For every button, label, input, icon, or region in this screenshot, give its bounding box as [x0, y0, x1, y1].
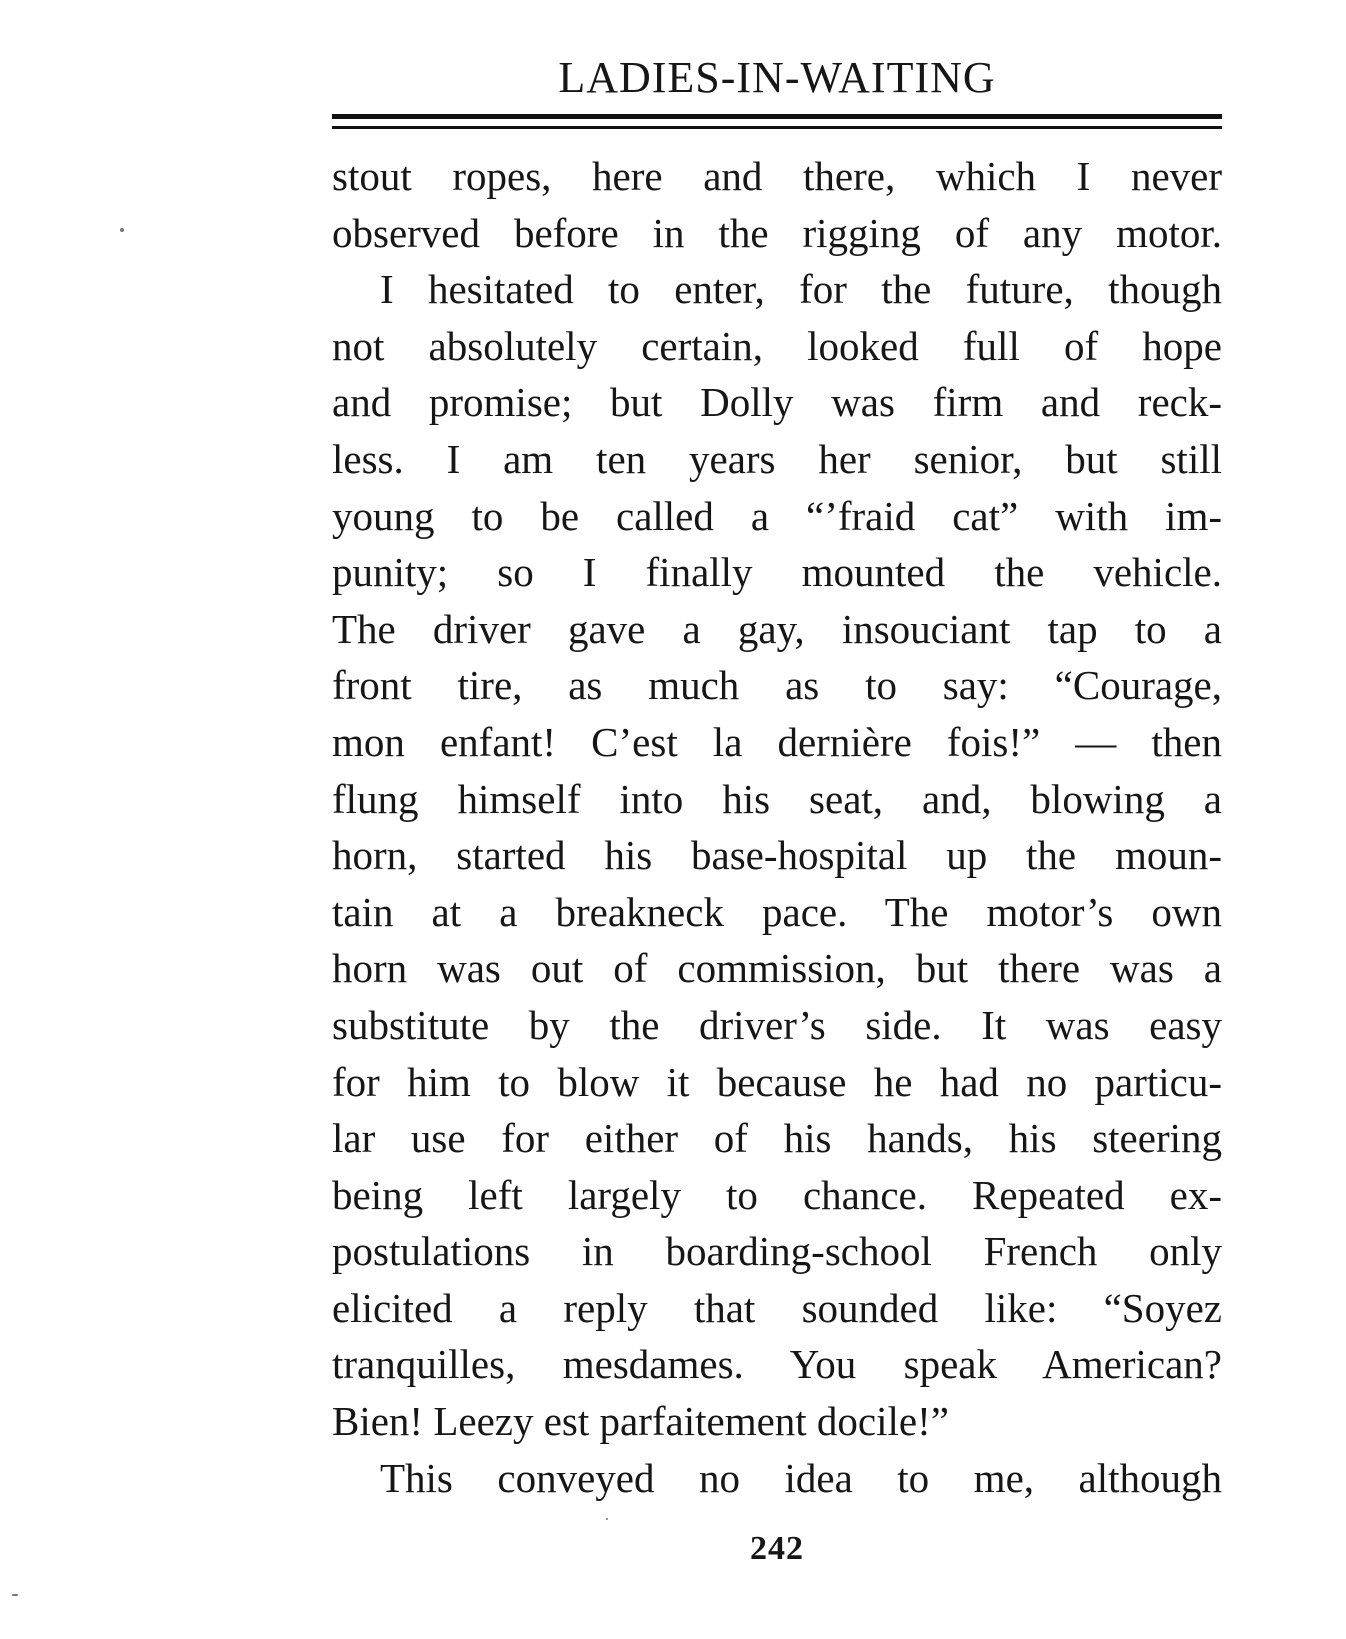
- text-line: tranquilles, mesdames. You speak American?: [332, 1341, 1222, 1388]
- text-line: substitute by the driver’s side. It was easy: [332, 1001, 1222, 1048]
- header-rule-thick: [332, 114, 1222, 119]
- scan-speck: [12, 1594, 18, 1596]
- text-line: observed before in the rigging of any motor.: [332, 209, 1222, 256]
- text-line: punity; so I finally mounted the vehicle.: [332, 549, 1222, 596]
- text-line: mon enfant! C’est la dernière fois!” — then: [332, 718, 1222, 765]
- text-line: for him to blow it because he had no particu-: [332, 1058, 1222, 1105]
- text-line: I hesitated to enter, for the future, though: [380, 266, 1222, 313]
- text-line: being left largely to chance. Repeated ex-: [332, 1171, 1222, 1218]
- header-rule-thin: [332, 126, 1222, 129]
- page-number: 242: [750, 1530, 804, 1567]
- body-text: [332, 148, 1222, 1506]
- text-line: stout ropes, here and there, which I never: [332, 153, 1222, 199]
- text-line: The driver gave a gay, insouciant tap to a: [332, 605, 1222, 652]
- running-head-title: LADIES-IN-WAITING: [558, 53, 996, 102]
- text-line: young to be called a “’fraid cat” with im-: [332, 492, 1222, 539]
- scan-speck: [606, 1518, 608, 1520]
- text-line: and promise; but Dolly was firm and reck-: [332, 379, 1222, 426]
- text-line: horn, started his base-hospital up the moun-: [332, 832, 1222, 879]
- text-line: front tire, as much as to say: “Courage,: [332, 662, 1222, 709]
- text-line: This conveyed no idea to me, although: [380, 1454, 1222, 1501]
- text-line: flung himself into his seat, and, blowing a: [332, 775, 1222, 822]
- text-line: horn was out of commission, but there was a: [332, 945, 1222, 992]
- text-line: tain at a breakneck pace. The motor’s own: [332, 888, 1222, 935]
- text-line: lar use for either of his hands, his steering: [332, 1115, 1222, 1162]
- text-line: Bien! Leezy est parfaitement docile!”: [332, 1398, 949, 1445]
- text-line: postulations in boarding-school French only: [332, 1228, 1222, 1275]
- text-line: elicited a reply that sounded like: “Soyez: [332, 1284, 1222, 1331]
- text-line: less. I am ten years her senior, but still: [332, 435, 1222, 482]
- text-line: not absolutely certain, looked full of hope: [332, 322, 1222, 369]
- scan-speck: [120, 228, 124, 232]
